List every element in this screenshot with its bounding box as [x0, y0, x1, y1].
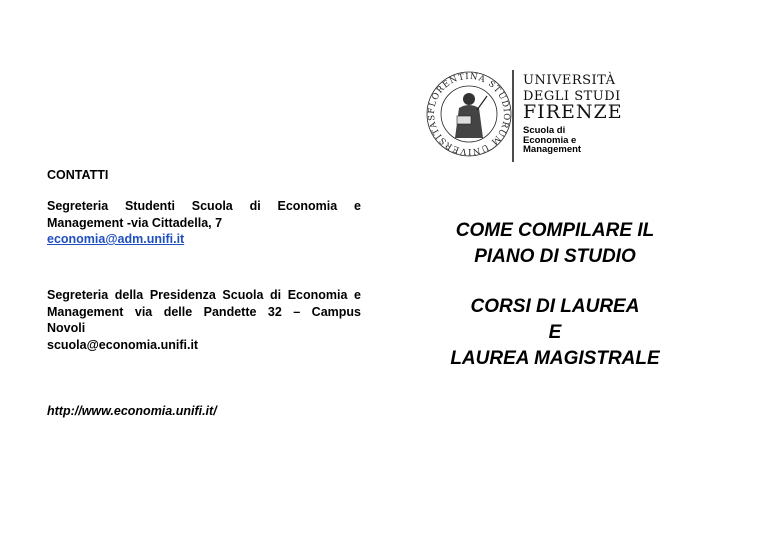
courses-line2: E	[548, 322, 562, 343]
student-office-line1: Segreteria Studenti Scuola di Economia e	[47, 199, 361, 213]
student-office-line2: Management -via Cittadella, 7	[47, 215, 223, 230]
logo-firenze: FIRENZE	[523, 101, 623, 123]
logo-degli-studi: DEGLI STUDI	[523, 89, 621, 104]
logo-university: UNIVERSITÀ	[523, 73, 616, 88]
contacts-column	[47, 168, 361, 418]
student-office-block	[47, 198, 361, 248]
student-office-email-link[interactable]: economia@adm.unifi.it	[47, 232, 185, 246]
courses-title	[400, 294, 710, 372]
presidency-line3: Novoli	[47, 321, 86, 335]
presidency-line1: Segreteria della Presidenza Scuola di Economia e	[47, 288, 361, 302]
logo-school-name	[523, 126, 581, 155]
title-line1: COME COMPILARE IL	[455, 220, 655, 241]
title-line2: PIANO DI STUDIO	[474, 246, 636, 267]
presidency-email: scuola@economia.unifi.it	[47, 337, 199, 352]
logo-school-line1: Scuola di	[523, 125, 566, 136]
presidency-office-block	[47, 287, 361, 353]
presidency-line2: Management via delle Pandette 32 – Campus	[47, 304, 361, 319]
logo-school-line2: Economia e	[523, 134, 577, 146]
courses-line1: CORSI DI LAUREA	[470, 296, 640, 317]
seal-text: FLORENTINA STUDIORUM UNIVERSITAS	[426, 71, 512, 157]
logo-school-line3: Management	[523, 144, 582, 155]
contacts-heading: CONTATTI	[47, 168, 109, 182]
document-title	[400, 218, 710, 270]
website-url: http://www.economia.unifi.it/	[47, 404, 217, 418]
courses-line3: LAUREA MAGISTRALE	[450, 348, 660, 369]
